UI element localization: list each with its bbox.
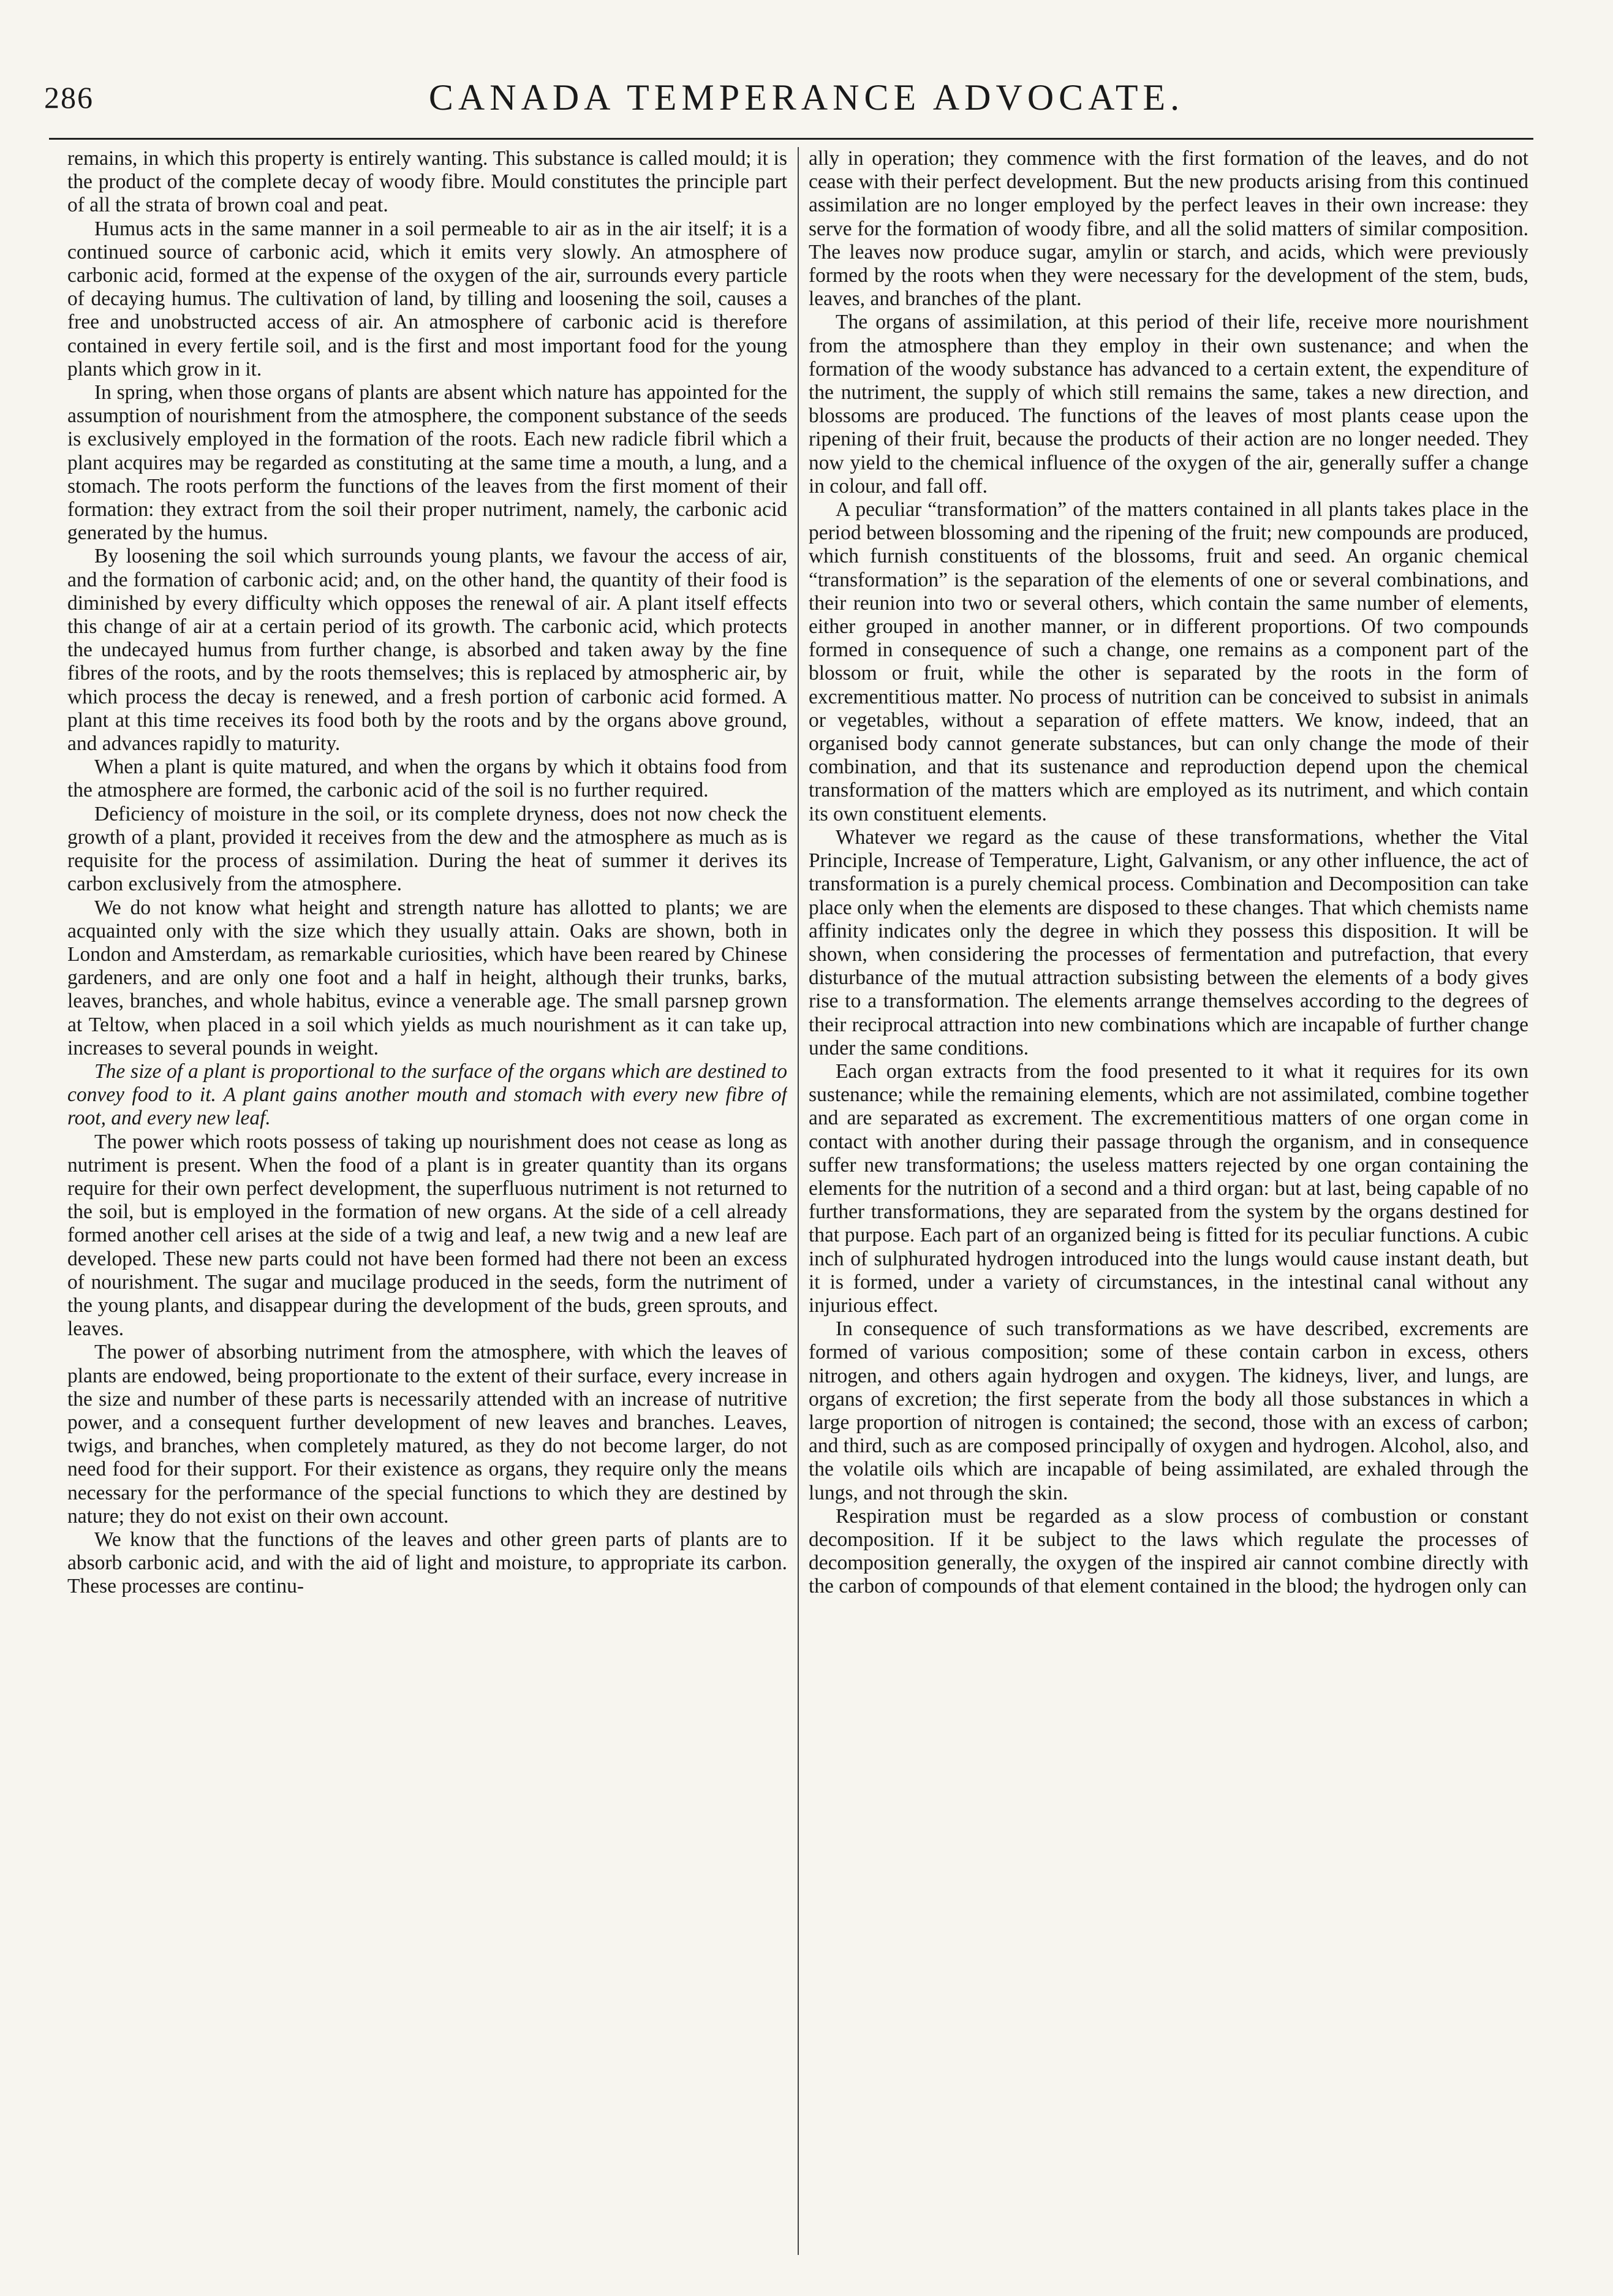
paragraph: Humus acts in the same manner in a soil permeable to air as in the air itself; it is a continued source of carbonic acid, which it emits very slowly. An atmosphere of carbonic acid, formed at the expense of the oxygen of the air, surrounds every particle of decaying humus. The cultivation of land, by tilling and loosening the soil, causes a free and unobstructed access of air. An atmosphere of carbonic acid is therefore contained in every fertile soil, and is the first and most important food for the young plants which grow in it.: [67, 217, 787, 381]
paragraph: The power which roots possess of taking up nourishment does not cease as long as nutriment is present. When the food of a plant is in greater quantity than its organs require for their own perfect development, the superfluous nutriment is not returned to the soil, but is employed in the formation of new organs. At the side of a cell already formed another cell arises at the side of a twig and leaf, a new twig and a new leaf are developed. These new parts could not have been formed had there not been an excess of nourishment. The sugar and mucilage produced in the seeds, form the nutriment of the young plants, and disappear during the development of the buds, green sprouts, and leaves.: [67, 1130, 787, 1341]
paragraph: We know that the functions of the leaves and other green parts of plants are to absorb carbonic acid, and with the aid of light and moisture, to appropriate its carbon. These processes are continu-: [67, 1528, 787, 1598]
paragraph: When a plant is quite matured, and when the organs by which it obtains food from the atmosphere are formed, the carbonic acid of the soil is no further required.: [67, 756, 787, 802]
paragraph: By loosening the soil which surrounds young plants, we favour the access of air, and the formation of carbonic acid; and, on the other hand, the quantity of their food is diminished by every difficulty which opposes the renewal of air. A plant itself effects this change of air at a certain period of its growth. The carbonic acid, which protects the undecayed humus from further change, is absorbed and taken away by the fine fibres of the roots, and by the roots themselves; this is replaced by atmospheric air, by which process the decay is renewed, and a fresh portion of carbonic acid formed. A plant at this time receives its food both by the roots and by the organs above ground, and advances rapidly to maturity.: [67, 545, 787, 756]
paragraph: ally in operation; they commence with the first formation of the leaves, and do not cease with their perfect development. But the new products arising from this continued assimilation are no longer employed by the perfect leaves in their own increase: they serve for the formation of woody fibre, and all the solid matters of similar composition. The leaves now produce sugar, amylin or starch, and acids, which were previously formed by the roots when they were necessary for the development of the stem, buds, leaves, and branches of the plant.: [809, 147, 1528, 311]
paragraph: We do not know what height and strength nature has allotted to plants; we are acquainted only with the size which they usually attain. Oaks are shown, both in London and Amsterdam, as remarkable curiosities, which have been reared by Chinese gardeners, and are only one foot and a half in height, although their trunks, barks, leaves, branches, and whole habitus, evince a venerable age. The small parsnep grown at Teltow, when placed in a soil which yields as much nourishment as it can take up, increases to several pounds in weight.: [67, 896, 787, 1059]
italic-paragraph: The size of a plant is proportional to the surface of the organs which are destined to convey food to it. A plant gains another mouth and stomach with every new fibre of root, and every new leaf.: [67, 1059, 787, 1130]
paragraph: Respiration must be regarded as a slow process of combustion or constant decomposition. If it be subject to the laws which regulate the processes of decomposition generally, the oxygen of the inspired air cannot combine directly with the carbon of compounds of that element contained in the blood; the hydrogen only can: [809, 1504, 1528, 1598]
left-column: [67, 147, 787, 2258]
paragraph: A peculiar “transformation” of the matters contained in all plants takes place in the period between blossoming and the ripening of the fruit; new compounds are produced, which furnish constituents of the blossoms, fruit and seed. An organic chemical “transformation” is the separation of the elements of one or several combinations, and their reunion into two or several others, which contain the same number of elements, either grouped in another manner, or in different proportions. Of two compounds formed in consequence of such a change, one remains as a component part of the blossom or fruit, while the other is separated by the roots in the form of excrementitious matter. No process of nutrition can be conceived to subsist in animals or vegetables, without a separation of effete matters. We know, indeed, that an organised body cannot generate substances, but can only change the mode of their combination, and that its sustenance and reproduction depend upon the chemical transformation of the matters which are employed as its nutriment, and which contain its own constituent elements.: [809, 498, 1528, 825]
page-number: 286: [44, 80, 94, 115]
header-rule: [49, 138, 1533, 140]
paragraph: Deficiency of moisture in the soil, or its complete dryness, does not now check the growth of a plant, provided it receives from the dew and the atmosphere as much as is requisite for the process of assimilation. During the heat of summer it derives its carbon exclusively from the atmosphere.: [67, 802, 787, 896]
right-column: [809, 147, 1528, 2258]
paragraph: In spring, when those organs of plants are absent which nature has appointed for the assumption of nourishment from the atmosphere, the component substance of the seeds is exclusively employed in the formation of the roots. Each new radicle fibril which a plant acquires may be regarded as constituting at the same time a mouth, a lung, and a stomach. The roots perform the functions of the leaves from the first moment of their formation: they extract from the soil their proper nutriment, namely, the carbonic acid generated by the humus.: [67, 381, 787, 545]
paragraph: Each organ extracts from the food presented to it what it requires for its own sustenance; while the remaining elements, which are not assimilated, combine together and are separated as excrement. The excrementitious matters of one organ come in contact with another during their passage through the organism, and in consequence suffer new transformations; the useless matters rejected by one organ containing the elements for the nutrition of a second and a third organ: but at last, being capable of no further transformations, they are separated from the system by the organs destined for that purpose. Each part of an organized being is fitted for its peculiar functions. A cubic inch of sulphurated hydrogen introduced into the lungs would cause instant death, but it is formed, under a variety of circumstances, in the intestinal canal without any injurious effect.: [809, 1059, 1528, 1317]
running-title: CANADA TEMPERANCE ADVOCATE.: [428, 77, 1185, 118]
paragraph: The organs of assimilation, at this period of their life, receive more nourishment from the atmosphere than they employ in their own sustenance; and when the formation of the woody substance has advanced to a certain extent, the expenditure of the nutriment, the supply of which still remains the same, takes a new direction, and blossoms are produced. The functions of the leaves of most plants cease upon the ripening of their fruit, because the products of their action are no longer needed. They now yield to the chemical influence of the oxygen of the air, generally suffer a change in colour, and fall off.: [809, 311, 1528, 498]
paragraph: remains, in which this property is entirely wanting. This substance is called mould; it is the product of the complete decay of woody fibre. Mould constitutes the principle part of all the strata of brown coal and peat.: [67, 147, 787, 217]
paragraph: The power of absorbing nutriment from the atmosphere, with which the leaves of plants are endowed, being proportionate to the extent of their surface, every increase in the size and number of these parts is necessarily attended with an increase of nutritive power, and a consequent further development of new leaves and branches. Leaves, twigs, and branches, when completely matured, as they do not become larger, do not need food for their support. For their existence as organs, they require only the means necessary for the performance of the special functions to which they are destined by nature; they do not exist on their own account.: [67, 1341, 787, 1528]
page-header: [0, 0, 1613, 123]
column-divider: [798, 147, 799, 2255]
paragraph: Whatever we regard as the cause of these transformations, whether the Vital Principle, Increase of Temperature, Light, Galvanism, or any other influence, the act of transformation is a purely chemical process. Combination and Decomposition can take place only when the elements are disposed to these changes. That which chemists name affinity indicates only the degree in which they possess this disposition. It will be shown, when considering the processes of fermentation and putrefaction, that every disturbance of the mutual attraction subsisting between the elements of a body gives rise to a transformation. The elements arrange themselves according to the degrees of their reciprocal attraction into new combinations which are incapable of further change under the same conditions.: [809, 825, 1528, 1059]
paragraph: In consequence of such transformations as we have described, excrements are formed of various composition; some of these contain carbon in excess, others nitrogen, and others again hydrogen and oxygen. The kidneys, liver, and lungs, are organs of excretion; the first seperate from the body all those substances in which a large proportion of nitrogen is contained; the second, those with an excess of carbon; and third, such as are composed principally of oxygen and hydrogen. Alcohol, also, and the volatile oils which are incapable of being assimilated, are exhaled through the lungs, and not through the skin.: [809, 1317, 1528, 1504]
